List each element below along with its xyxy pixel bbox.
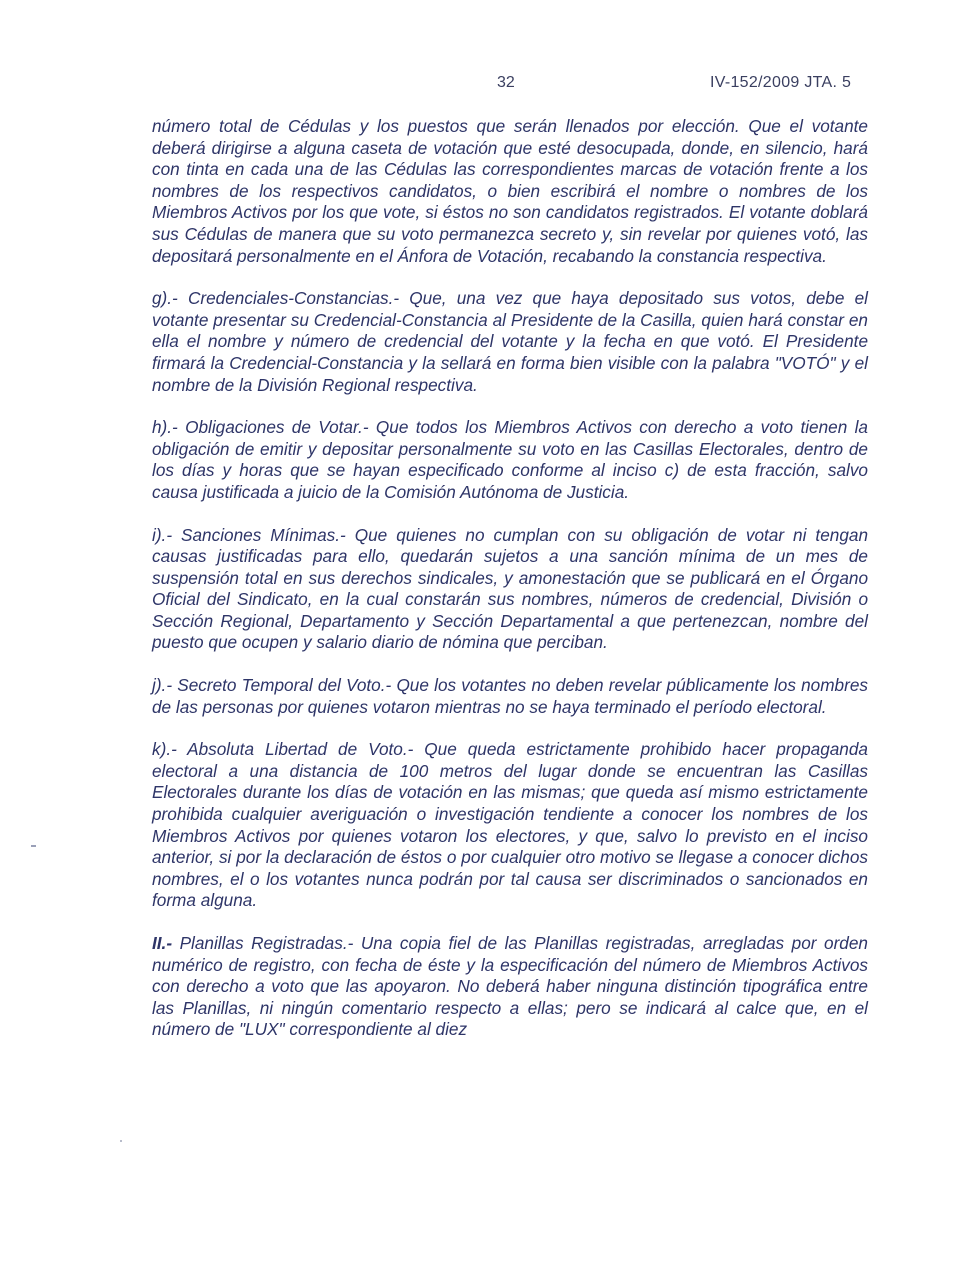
paragraph-voting-procedure	[152, 116, 868, 267]
paragraph-text: h).- Obligaciones de Votar.- Que todos los Miembros Activos con derecho a voto tienen la obligación de emitir y depositar personalmente su voto en las Casillas Electorales, dentro de los días y horas que se hayan especificado conforme al inciso c) de esta fracción, salvo causa justificada a juicio de la Comisión Autónoma de Justicia.	[152, 417, 868, 502]
paragraph-ii-planillas	[152, 933, 868, 1041]
paragraph-text: j).- Secreto Temporal del Voto.- Que los votantes no deben revelar públicamente los nombres de las personas por quienes votaron mientras no se haya terminado el período electoral.	[152, 675, 868, 717]
case-reference: IV-152/2009 JTA. 5	[710, 74, 852, 91]
paragraph-j-secreto	[152, 675, 868, 718]
paragraph-text: i).- Sanciones Mínimas.- Que quienes no cumplan con su obligación de votar ni tengan causas justificadas para ello, quedarán sujetos a una sanción mínima de un mes de suspensión total en sus derechos sindicales, y amonestación que se publicará en el Órgano Oficial del Sindicato, en la cual constarán sus nombres, números de credencial, División o Sección Regional, Departamento y Sección Departamental a que pertenezcan, nombre del puesto que ocupen y salario diario de nómina que perciban.	[152, 524, 868, 653]
page-header	[0, 74, 977, 98]
paragraph-text: g).- Credenciales-Constancias.- Que, una vez que haya depositado sus votos, debe el votante presentar su Credencial-Constancia al Presidente de la Casilla, quien hará constar en ella el nombre y número de credencial del votante y la fecha en que votó. El Presidente firmará la Credencial-Constancia y la sellará en forma bien visible con la palabra "VOTÓ" y el nombre de la División Regional respectiva.	[152, 288, 868, 395]
paragraph-g-credenciales	[152, 288, 868, 396]
paragraph-i-sanciones	[152, 525, 868, 655]
section-number: II.-	[152, 933, 173, 953]
document-body	[152, 116, 868, 1062]
paragraph-k-libertad	[152, 739, 868, 912]
paragraph-text: k).- Absoluta Libertad de Voto.- Que queda estrictamente prohibido hacer propaganda electoral a una distancia de 100 metros del lugar donde se encuentran las Casillas Electorales durante los días de votación en las mismas; que queda así mismo estrictamente prohibida cualquier averiguación o investigación tendiente a conocer los nombres de los Miembros Activos por quienes votaron los electores, y que, salvo lo previsto en el inciso anterior, si por la declaración de éstos o por cualquier otro motivo se llegase a conocer dichos nombres, el o los votantes nunca podrán por tal causa ser discriminados o sancionados en forma alguna.	[152, 739, 868, 911]
scan-speck	[120, 1140, 122, 1142]
paragraph-h-obligaciones	[152, 417, 868, 503]
scan-speck	[31, 845, 36, 847]
paragraph-text: Planillas Registradas.- Una copia fiel de las Planillas registradas, arregladas por orden numérico de registro, con fecha de éste y la especificación del número de Miembros Activos con derecho a voto que las apoyaron. No deberá haber ninguna distinción tipográfica entre las Planillas, ni ningún comentario respecto a ellas; pero se indicará al calce que, en el número de "LUX" correspondiente al diez	[152, 933, 868, 1040]
page-number: 32	[497, 74, 515, 91]
paragraph-text: número total de Cédulas y los puestos que serán llenados por elección. Que el votante deberá dirigirse a alguna caseta de votación que esté desocupada, donde, en silencio, hará con tinta en cada una de las Cédulas las correspondientes marcas de votación frente a los nombres de los respectivos candidatos, o bien escribirá el nombre o nombres de los Miembros Activos por los que vote, si éstos no son candidatos registrados. El votante doblará sus Cédulas de manera que su voto permanezca secreto y, sin revelar por quienes votó, las depositará personalmente en el Ánfora de Votación, recabando la constancia respectiva.	[152, 116, 868, 266]
